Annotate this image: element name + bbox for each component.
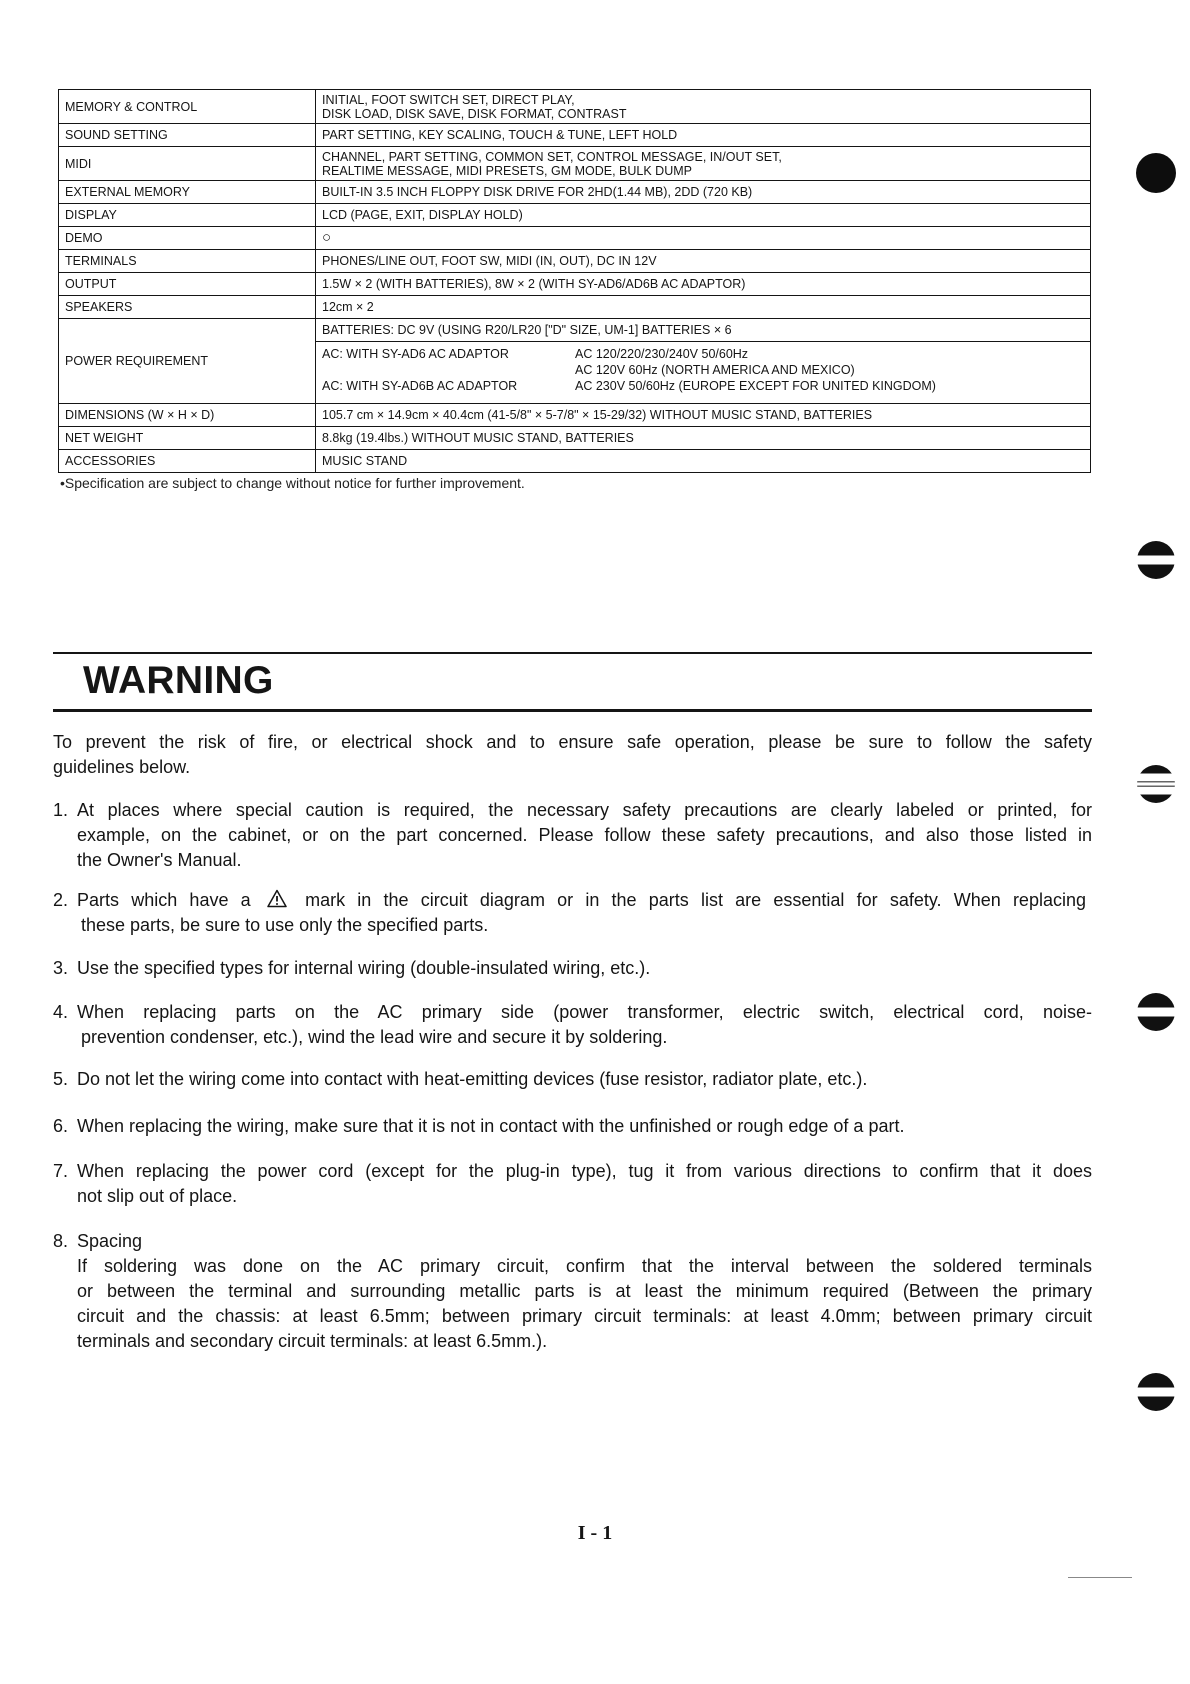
item-line: When replacing parts on the AC primary side (power transformer, electric switch, electrical cord, noise- — [77, 1002, 1092, 1022]
spec-row-sound-setting — [59, 124, 1091, 147]
spec-label: DEMO — [59, 227, 316, 250]
spec-value: 12cm × 2 — [316, 296, 1091, 319]
spec-label: OUTPUT — [59, 273, 316, 296]
spec-value-line: INITIAL, FOOT SWITCH SET, DIRECT PLAY, — [322, 92, 575, 107]
spec-label: POWER REQUIREMENT — [59, 319, 316, 404]
item-line: the Owner's Manual. — [77, 850, 242, 870]
spec-value: ○ — [316, 227, 1091, 250]
item-heading: Spacing — [77, 1231, 143, 1251]
warning-item-7 — [53, 1159, 1092, 1209]
item-line: When replacing the wiring, make sure that it is not in contact with the unfinished or rough edge of a part. — [77, 1116, 905, 1136]
ac-voltage: AC 120V 60Hz (NORTH AMERICA AND MEXICO) — [575, 363, 855, 377]
item-number: 6. — [53, 1116, 69, 1136]
warning-item-5 — [53, 1067, 1092, 1092]
spec-value: LCD (PAGE, EXIT, DISPLAY HOLD) — [316, 204, 1091, 227]
spec-label: EXTERNAL MEMORY — [59, 181, 316, 204]
binder-hole-mark — [1136, 153, 1176, 193]
warning-rule-top — [53, 652, 1092, 654]
spec-value-line: DISK LOAD, DISK SAVE, DISK FORMAT, CONTRAST — [322, 106, 627, 121]
spec-row-memory-control — [59, 90, 1091, 124]
spec-value: BUILT-IN 3.5 INCH FLOPPY DISK DRIVE FOR 2HD(1.44 MB), 2DD (720 KB) — [316, 181, 1091, 204]
item-line: If soldering was done on the AC primary circuit, confirm that the interval between the soldered terminals — [77, 1256, 1092, 1276]
intro-line: guidelines below. — [53, 757, 191, 777]
spec-value-line: CHANNEL, PART SETTING, COMMON SET, CONTROL MESSAGE, IN/OUT SET, — [322, 149, 782, 164]
item-line: these parts, be sure to use only the specified parts. — [81, 915, 489, 935]
ac-adaptor-label: AC: WITH SY-AD6B AC ADAPTOR — [322, 379, 518, 393]
page-number: I - 1 — [577, 1522, 613, 1544]
spec-value — [316, 90, 1091, 124]
spec-footnote: •Specification are subject to change without notice for further improvement. — [60, 475, 525, 491]
spec-row-demo — [59, 227, 1091, 250]
spec-row-display — [59, 204, 1091, 227]
item-line: example, on the cabinet, or on the part concerned. Please follow these safety precautions, and also those listed in — [77, 825, 1092, 845]
warning-item-8 — [53, 1229, 1092, 1354]
spec-row-midi — [59, 147, 1091, 181]
item-number: 4. — [53, 1002, 69, 1022]
warning-rule-bottom — [53, 709, 1092, 712]
item-line: not slip out of place. — [77, 1186, 238, 1206]
warning-triangle-icon — [267, 889, 287, 908]
spec-value: 105.7 cm × 14.9cm × 40.4cm (41-5/8" × 5-7/8" × 15-29/32) WITHOUT MUSIC STAND, BATTERIES — [316, 404, 1091, 427]
ac-adaptor-label-empty — [322, 362, 575, 378]
item-number: 3. — [53, 958, 69, 978]
spec-row-accessories — [59, 450, 1091, 473]
item-text-before-icon: Parts which have a — [77, 890, 251, 910]
warning-item-3 — [53, 956, 1092, 981]
binder-hole-mark — [1137, 765, 1175, 803]
ac-adaptor-grid — [322, 342, 1084, 398]
warning-item-1 — [53, 798, 1092, 873]
spec-label: NET WEIGHT — [59, 427, 316, 450]
item-number: 8. — [53, 1231, 69, 1251]
warning-item-6 — [53, 1114, 1092, 1139]
item-number: 5. — [53, 1069, 69, 1089]
item-line: prevention condenser, etc.), wind the lead wire and secure it by soldering. — [81, 1027, 668, 1047]
spec-value: 8.8kg (19.4lbs.) WITHOUT MUSIC STAND, BATTERIES — [316, 427, 1091, 450]
item-number: 1. — [53, 800, 69, 820]
warning-intro — [53, 730, 1092, 780]
spec-row-output — [59, 273, 1091, 296]
binder-hole-mark — [1137, 993, 1175, 1031]
spec-value — [316, 147, 1091, 181]
spec-row-external-memory — [59, 181, 1091, 204]
warning-item-4 — [53, 1000, 1092, 1050]
item-text-after-icon: mark in the circuit diagram or in the parts list are essential for safety. When replacing — [305, 890, 1086, 910]
binder-hole-mark — [1137, 541, 1175, 579]
ac-voltage: AC 120/220/230/240V 50/60Hz — [575, 347, 749, 361]
spec-value: 1.5W × 2 (WITH BATTERIES), 8W × 2 (WITH SY-AD6/AD6B AC ADAPTOR) — [316, 273, 1091, 296]
item-line — [77, 888, 1092, 913]
item-line: When replacing the power cord (except for the plug-in type), tug it from various directions to confirm that it does — [77, 1161, 1092, 1181]
item-number: 2. — [53, 890, 69, 910]
spec-row-power-requirement — [59, 319, 1091, 342]
binder-hole-mark — [1137, 1373, 1175, 1411]
item-line: terminals and secondary circuit terminals: at least 6.5mm.). — [77, 1331, 548, 1351]
spec-row-speakers — [59, 296, 1091, 319]
spec-label: MIDI — [59, 147, 316, 181]
spec-label: MEMORY & CONTROL — [59, 90, 316, 124]
item-line: Use the specified types for internal wiring (double-insulated wiring, etc.). — [77, 958, 651, 978]
spec-label: DISPLAY — [59, 204, 316, 227]
ac-voltage: AC 230V 50/60Hz (EUROPE EXCEPT FOR UNITED KINGDOM) — [575, 379, 936, 393]
spec-value: PART SETTING, KEY SCALING, TOUCH & TUNE, LEFT HOLD — [316, 124, 1091, 147]
spec-value-batteries: BATTERIES: DC 9V (USING R20/LR20 ["D" SIZE, UM-1] BATTERIES × 6 — [316, 319, 1091, 342]
intro-line: To prevent the risk of fire, or electrical shock and to ensure safe operation, please be sure to follow the safety — [53, 732, 1092, 752]
specification-table — [58, 89, 1091, 473]
spec-label: DIMENSIONS (W × H × D) — [59, 404, 316, 427]
warning-title: WARNING — [83, 659, 274, 702]
spec-value: PHONES/LINE OUT, FOOT SW, MIDI (IN, OUT), DC IN 12V — [316, 250, 1091, 273]
spec-label: TERMINALS — [59, 250, 316, 273]
spec-value-ac — [316, 342, 1091, 404]
item-line: Do not let the wiring come into contact with heat-emitting devices (fuse resistor, radiator plate, etc.). — [77, 1069, 868, 1089]
spec-label: SPEAKERS — [59, 296, 316, 319]
item-line: At places where special caution is required, the necessary safety precautions are clearly labeled or printed, for — [77, 800, 1092, 820]
ac-adaptor-label: AC: WITH SY-AD6 AC ADAPTOR — [322, 347, 509, 361]
item-number: 7. — [53, 1161, 69, 1181]
spec-value-line: REALTIME MESSAGE, MIDI PRESETS, GM MODE, BULK DUMP — [322, 163, 692, 178]
spec-row-terminals — [59, 250, 1091, 273]
warning-item-2 — [53, 888, 1092, 938]
item-line: circuit and the chassis: at least 6.5mm; between primary circuit terminals: at least 4.0mm; between primary circuit — [77, 1306, 1092, 1326]
spec-label: SOUND SETTING — [59, 124, 316, 147]
spec-label: ACCESSORIES — [59, 450, 316, 473]
spec-row-dimensions — [59, 404, 1091, 427]
page-edge-line — [1068, 1577, 1132, 1578]
item-line: or between the terminal and surrounding metallic parts is at least the minimum required (Between the primary — [77, 1281, 1092, 1301]
spec-row-net-weight — [59, 427, 1091, 450]
spec-value: MUSIC STAND — [316, 450, 1091, 473]
